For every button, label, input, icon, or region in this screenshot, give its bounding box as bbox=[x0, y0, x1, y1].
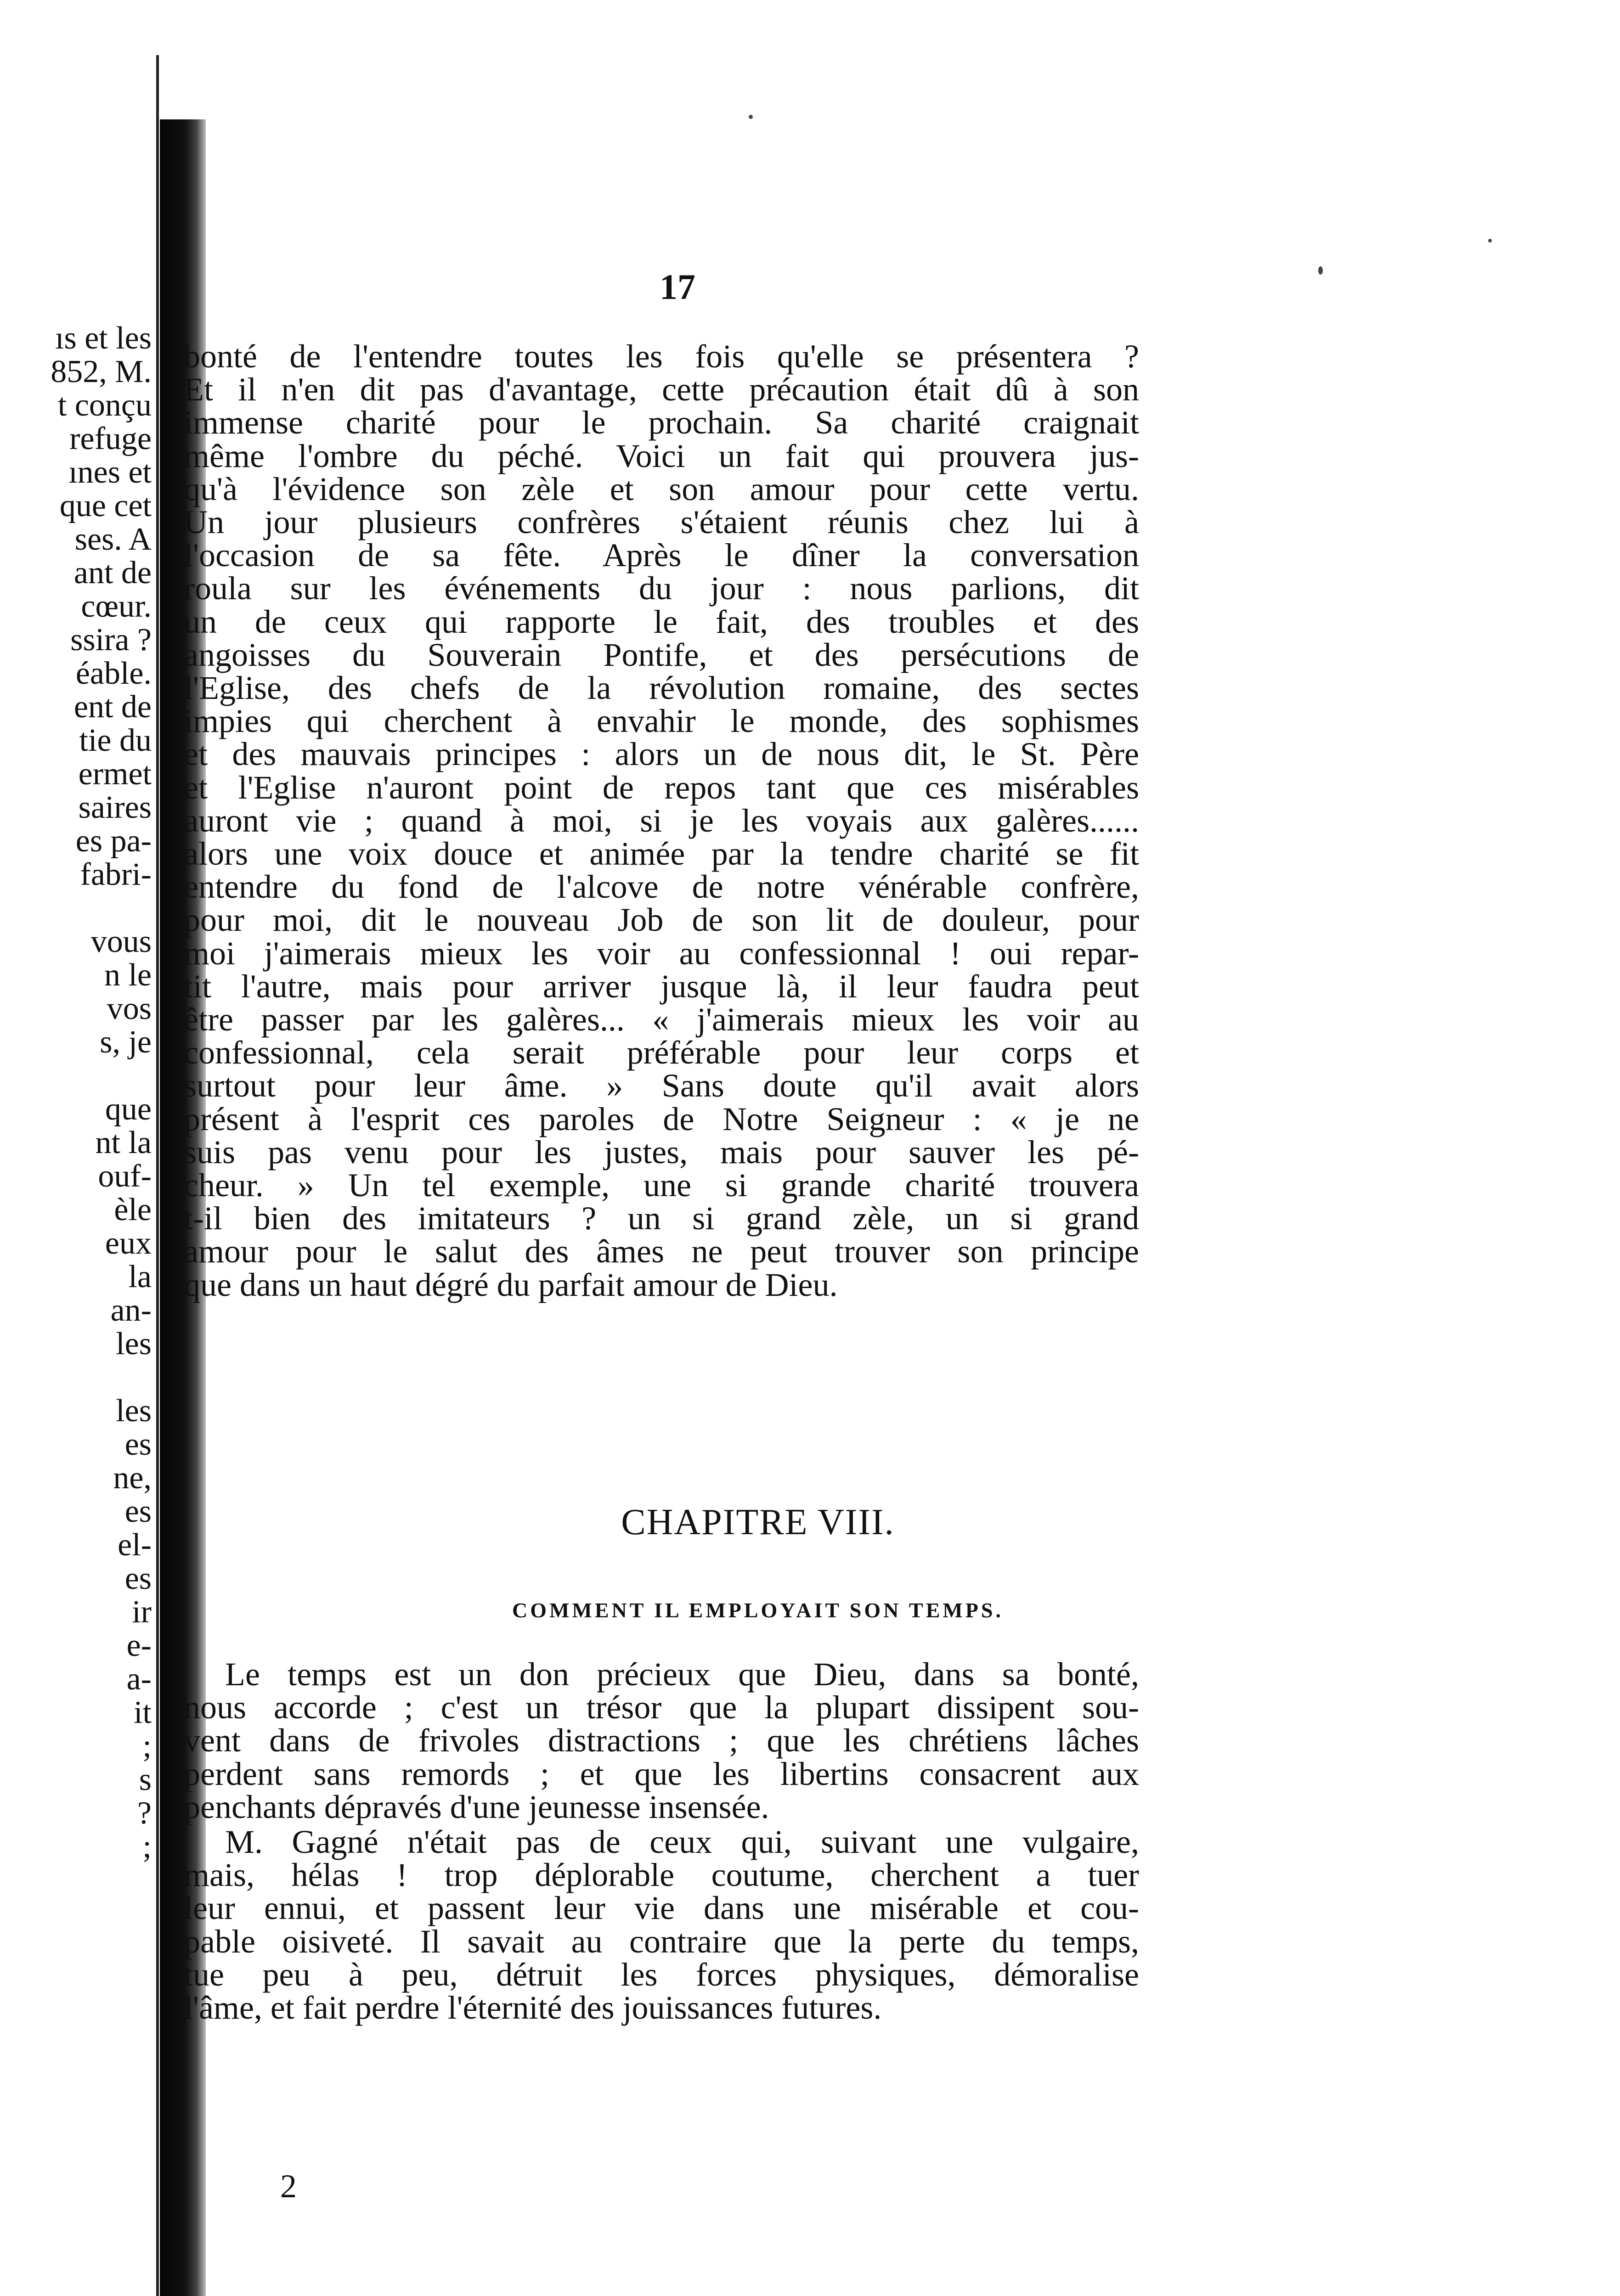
text-line: que dans un haut dégré du parfait amour de Dieu. bbox=[184, 1266, 838, 1303]
fragment-line: ; bbox=[142, 1728, 152, 1764]
text-line: tue peu à peu, détruit les forces physiques, démoralise bbox=[184, 1956, 1139, 1993]
text-line: et des mauvais principes : alors un de nous dit, le St. Père bbox=[184, 736, 1139, 773]
scan-speck bbox=[1488, 239, 1492, 242]
fragment-line: ; bbox=[142, 1829, 152, 1864]
fragment-line: n le bbox=[104, 957, 152, 993]
fragment-line: vous bbox=[90, 924, 152, 959]
previous-page-fragments bbox=[0, 321, 152, 1863]
fragment-line: an- bbox=[110, 1293, 152, 1328]
text-line: être passer par les galères... « j'aimerais mieux les voir au bbox=[184, 1001, 1139, 1038]
text-line: qu'à l'évidence son zèle et son amour pour cette vertu. bbox=[184, 470, 1139, 507]
text-line: pable oisiveté. Il savait au contraire que la perte du temps, bbox=[184, 1923, 1139, 1960]
text-line: penchants dépravés d'une jeunesse insensée. bbox=[184, 1788, 769, 1825]
fragment-line: a- bbox=[126, 1661, 152, 1697]
fragment-line: que cet bbox=[59, 488, 152, 523]
fragment-line: el- bbox=[118, 1527, 152, 1563]
scan-speck bbox=[749, 115, 753, 119]
fragment-line: s, je bbox=[100, 1024, 152, 1060]
fragment-line: es bbox=[124, 1561, 152, 1596]
fragment-line: ıs et les bbox=[55, 321, 152, 356]
fragment-line: la bbox=[128, 1259, 152, 1294]
text-line: l'occasion de sa fête. Après le dîner la conversation bbox=[184, 537, 1139, 574]
text-line: Et il n'en dit pas d'avantage, cette précaution était dû à son bbox=[184, 371, 1139, 408]
text-line: t-il bien des imitateurs ? un si grand zèle, un si grand bbox=[184, 1200, 1139, 1237]
paragraph-charity bbox=[184, 340, 1139, 1301]
fragment-line: que bbox=[105, 1092, 152, 1127]
fragment-line: vos bbox=[107, 991, 152, 1026]
fragment-line: saires bbox=[78, 790, 152, 825]
fragment-line: e- bbox=[126, 1628, 152, 1663]
fragment-line: es bbox=[124, 1427, 152, 1462]
text-line: auront vie ; quand à moi, si je les voyais aux galères...... bbox=[184, 802, 1139, 839]
fragment-line: nt la bbox=[95, 1125, 152, 1160]
text-line: mais, hélas ! trop déplorable coutume, cherchent a tuer bbox=[184, 1857, 1139, 1894]
text-line: surtout pour leur âme. » Sans doute qu'il avait alors bbox=[184, 1067, 1139, 1104]
fragment-line: ouf- bbox=[98, 1159, 152, 1194]
chapter-subtitle: COMMENT IL EMPLOYAIT SON TEMPS. bbox=[512, 1598, 1004, 1622]
text-line: pour moi, dit le nouveau Job de son lit de douleur, pour bbox=[184, 901, 1139, 939]
fragment-line: es pa- bbox=[75, 823, 152, 859]
fragment-line: les bbox=[116, 1393, 152, 1429]
text-line: tit l'autre, mais pour arriver jusque là, il leur faudra peut bbox=[184, 968, 1139, 1005]
fragment-line: ne, bbox=[113, 1460, 152, 1496]
fragment-line: eux bbox=[105, 1226, 152, 1261]
text-line: roula sur les événements du jour : nous parlions, dit bbox=[184, 570, 1139, 607]
fragment-line bbox=[0, 1059, 152, 1092]
fragment-line: les bbox=[116, 1326, 152, 1362]
text-line: Le temps est un don précieux que Dieu, dans sa bonté, bbox=[225, 1656, 1139, 1693]
fragment-line: it bbox=[134, 1695, 152, 1730]
text-line: angoisses du Souverain Pontife, et des persécutions de bbox=[184, 636, 1139, 673]
fragment-line: es bbox=[124, 1494, 152, 1529]
fragment-line: 852, M. bbox=[51, 354, 152, 389]
text-line: entendre du fond de l'alcove de notre vénérable confrère, bbox=[184, 868, 1139, 906]
fragment-line: éable. bbox=[75, 656, 152, 691]
page-number: 17 bbox=[660, 267, 695, 307]
fragment-line: ermet bbox=[78, 756, 152, 792]
text-line: immense charité pour le prochain. Sa charité craignait bbox=[184, 404, 1139, 441]
text-line: l'âme, et fait perdre l'éternité des jouissances futures. bbox=[184, 1989, 882, 2026]
fragment-line: fabri- bbox=[80, 857, 152, 892]
fragment-line: ınes et bbox=[68, 455, 152, 490]
paragraph-gagne bbox=[184, 1825, 1139, 2024]
text-line: Un jour plusieurs confrères s'étaient réunis chez lui à bbox=[184, 504, 1139, 541]
text-line: vent dans de frivoles distractions ; que les chrétiens lâches bbox=[184, 1722, 1139, 1759]
fragment-line: ? bbox=[137, 1795, 152, 1831]
text-line: cheur. » Un tel exemple, une si grande charité trouvera bbox=[184, 1167, 1139, 1204]
fragment-line: ssira ? bbox=[70, 622, 152, 658]
fragment-line bbox=[0, 891, 152, 925]
fragment-line: t conçu bbox=[57, 388, 152, 423]
fragment-line: ir bbox=[132, 1594, 152, 1630]
text-line: perdent sans remords ; et que les libertins consacrent aux bbox=[184, 1755, 1139, 1792]
fragment-line: ses. A bbox=[74, 522, 152, 557]
fragment-line: ent de bbox=[73, 689, 152, 725]
fragment-line: èle bbox=[114, 1192, 152, 1227]
scan-speck bbox=[1318, 266, 1323, 275]
text-line: et l'Eglise n'auront point de repos tant que ces misérables bbox=[184, 769, 1139, 806]
text-line: amour pour le salut des âmes ne peut trouver son principe bbox=[184, 1233, 1139, 1270]
text-line: un de ceux qui rapporte le fait, des troubles et des bbox=[184, 603, 1139, 640]
paragraph-time bbox=[184, 1658, 1139, 1823]
chapter-title: CHAPITRE VIII. bbox=[621, 1502, 895, 1542]
text-line: alors une voix douce et animée par la tendre charité se fit bbox=[184, 835, 1139, 872]
text-line: même l'ombre du péché. Voici un fait qui prouvera jus- bbox=[184, 437, 1139, 474]
text-line: M. Gagné n'était pas de ceux qui, suivant une vulgaire, bbox=[225, 1823, 1139, 1860]
text-line: confessionnal, cela serait préférable pour leur corps et bbox=[184, 1034, 1139, 1071]
text-line: impies qui cherchent à envahir le monde, des sophismes bbox=[184, 703, 1139, 740]
fragment-line: ant de bbox=[73, 555, 152, 591]
fragment-line: cœur. bbox=[81, 589, 152, 624]
text-line: nous accorde ; c'est un trésor que la plupart dissipent sou- bbox=[184, 1689, 1139, 1726]
signature-mark: 2 bbox=[280, 2168, 297, 2205]
text-line: suis pas venu pour les justes, mais pour sauver les pé- bbox=[184, 1133, 1139, 1171]
fragment-line: s bbox=[139, 1762, 152, 1797]
text-line: l'Eglise, des chefs de la révolution romaine, des sectes bbox=[184, 670, 1139, 707]
text-line: leur ennui, et passent leur vie dans une misérable et cou- bbox=[184, 1890, 1139, 1927]
fragment-line: refuge bbox=[69, 421, 152, 456]
fragment-line bbox=[0, 1361, 152, 1394]
fragment-line: tie du bbox=[79, 723, 152, 758]
text-line: présent à l'esprit ces paroles de Notre Seigneur : « je ne bbox=[184, 1100, 1139, 1137]
text-line: bonté de l'entendre toutes les fois qu'elle se présentera ? bbox=[184, 338, 1139, 375]
text-line: moi j'aimerais mieux les voir au confessionnal ! oui repar- bbox=[184, 934, 1139, 972]
page-edge-line bbox=[156, 55, 159, 2296]
